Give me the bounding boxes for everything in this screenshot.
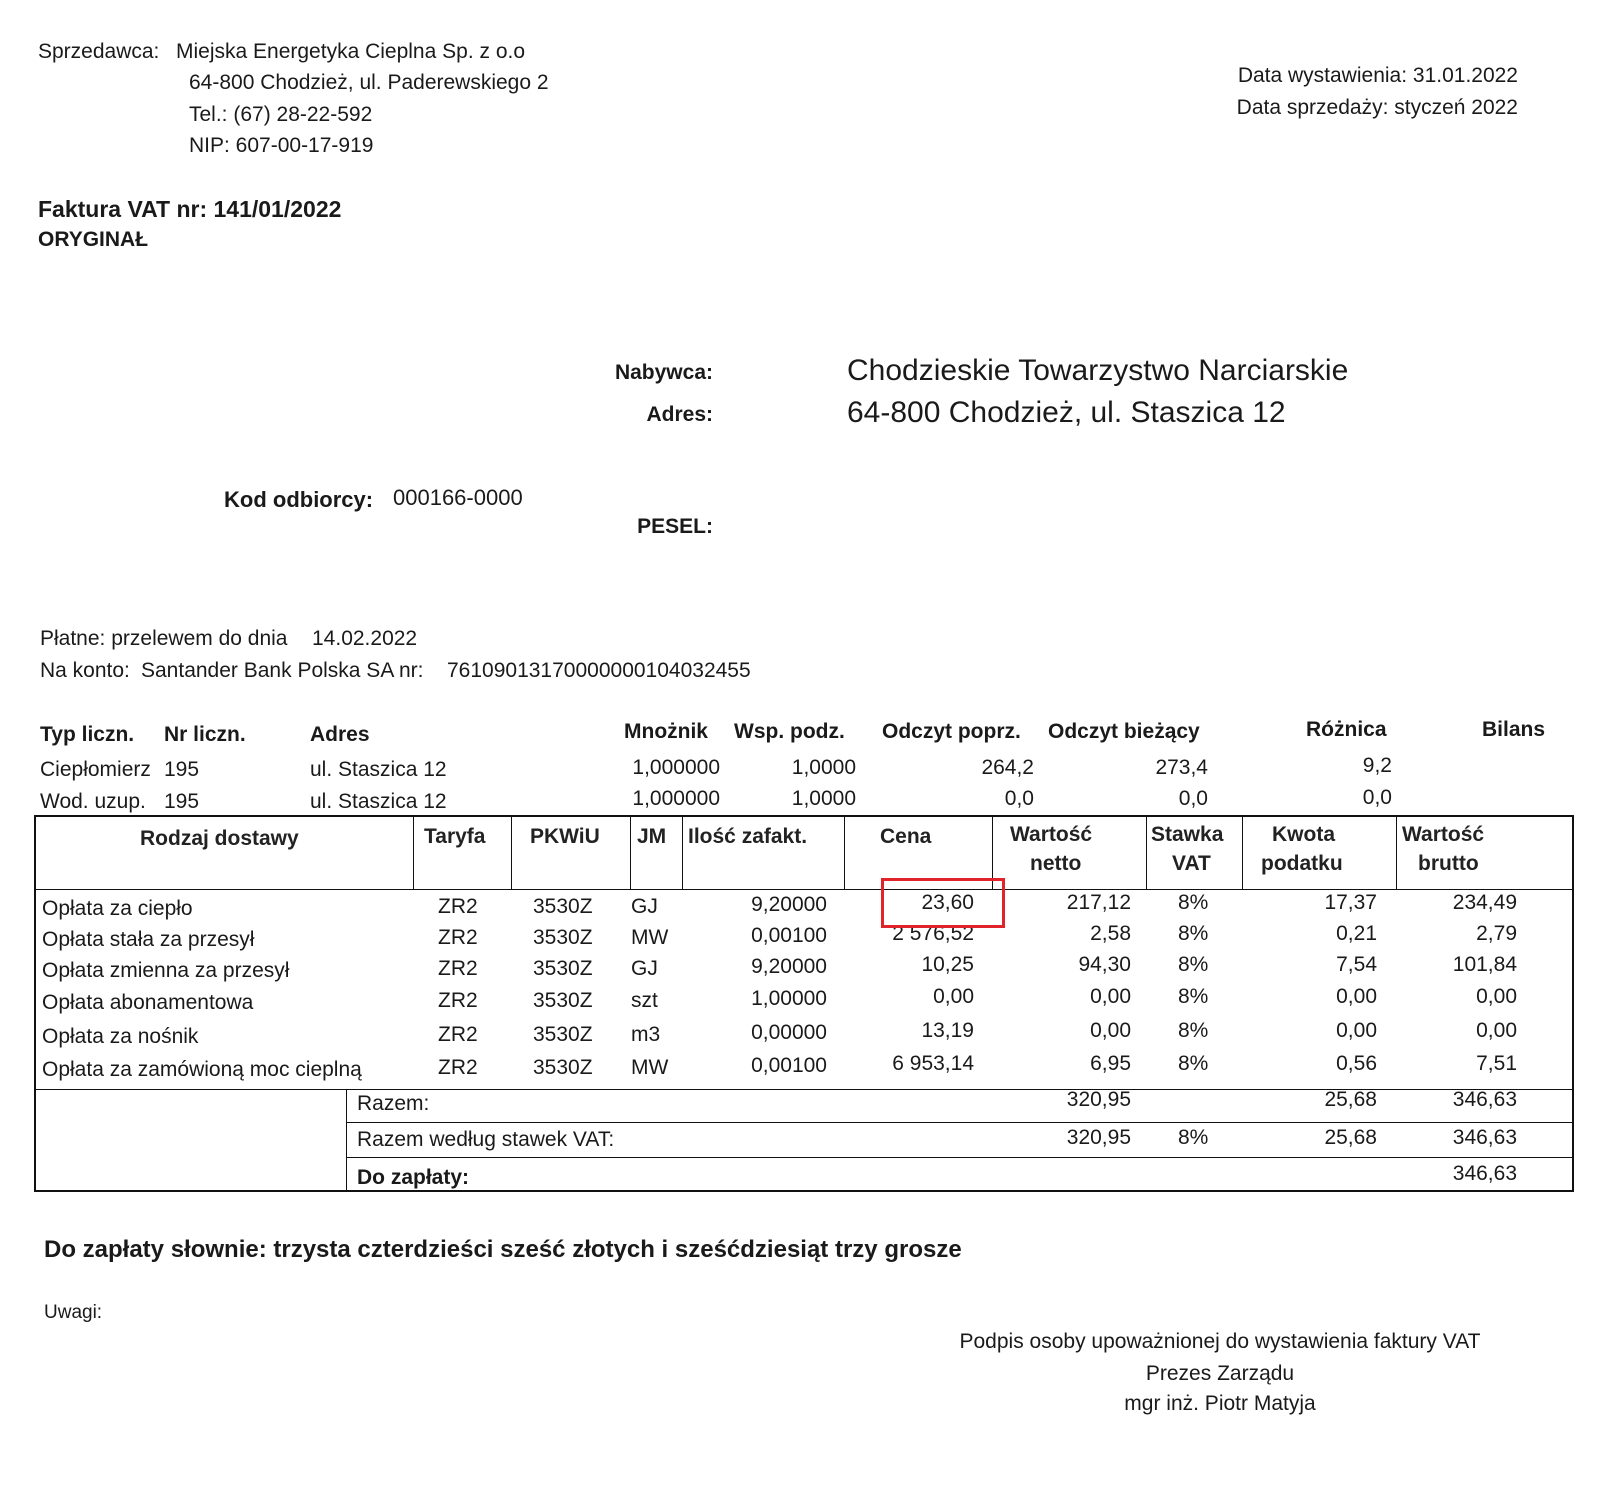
pesel-label: PESEL: [637, 515, 713, 538]
item-price: 10,25 [921, 953, 974, 976]
buyer-address-label: Adres: [646, 403, 713, 426]
item-gross: 101,84 [1452, 953, 1517, 976]
item-price: 2 576,52 [892, 922, 974, 945]
col-divider [630, 817, 631, 889]
item-pkwiu: 3530Z [533, 1023, 593, 1046]
item-unit: m3 [631, 1023, 661, 1046]
item-vat: 8% [1178, 891, 1209, 914]
item-vat: 8% [1178, 953, 1209, 976]
buyer-address: 64-800 Chodzież, ul. Staszica 12 [847, 396, 1286, 429]
totals-byvat-label: Razem według stawek VAT: [357, 1128, 615, 1151]
item-qty: 0,00100 [751, 1054, 827, 1077]
col-divider [1146, 817, 1147, 889]
item-tax: 0,00 [1336, 985, 1377, 1008]
item-net: 217,12 [1066, 891, 1131, 914]
item-price: 0,00 [933, 985, 974, 1008]
item-pkwiu: 3530Z [533, 895, 593, 918]
seller-nip: NIP: 607-00-17-919 [189, 134, 374, 157]
item-qty: 9,20000 [751, 955, 827, 978]
items-header-tax-2: podatku [1261, 852, 1343, 875]
meter-header-balance: Bilans [1482, 718, 1546, 741]
buyer-label: Nabywca: [614, 361, 713, 384]
buyer-name: Chodzieskie Towarzystwo Narciarskie [847, 354, 1349, 387]
customer-code-label: Kod odbiorcy: [224, 487, 374, 512]
signature-line-2: Prezes Zarządu [1145, 1362, 1295, 1385]
item-tax: 17,37 [1324, 891, 1377, 914]
item-net: 0,00 [1090, 1019, 1131, 1042]
item-net: 94,30 [1078, 953, 1131, 976]
item-tax: 7,54 [1336, 953, 1377, 976]
items-header-vat-1: Stawka [1151, 823, 1224, 846]
payment-due-date: 14.02.2022 [312, 627, 418, 650]
totals-divider [346, 1157, 1572, 1158]
issue-date: Data wystawienia: 31.01.2022 [1237, 64, 1518, 87]
meter-header-multiplier: Mnożnik [624, 720, 708, 743]
seller-phone: Tel.: (67) 28-22-592 [189, 103, 373, 126]
col-divider [844, 817, 845, 889]
item-gross: 2,79 [1476, 922, 1517, 945]
item-unit: GJ [631, 895, 658, 918]
item-qty: 0,00100 [751, 924, 827, 947]
item-net: 0,00 [1090, 985, 1131, 1008]
items-header-gross-2: brutto [1418, 852, 1479, 875]
item-price: 23,60 [921, 891, 974, 914]
seller-name: Miejska Energetyka Cieplna Sp. z o.o [176, 40, 526, 63]
item-vat: 8% [1178, 1019, 1209, 1042]
item-net: 6,95 [1090, 1052, 1131, 1075]
meter-prev: 264,2 [981, 756, 1034, 779]
totals-due-gross: 346,63 [1452, 1162, 1517, 1185]
meter-coef: 1,0000 [791, 756, 856, 779]
item-name: Opłata za ciepło [42, 897, 193, 920]
meter-header-curr: Odczyt bieżący [1048, 720, 1200, 743]
meter-header-address: Adres [310, 723, 370, 746]
header-divider [36, 889, 1572, 890]
meter-address: ul. Staszica 12 [310, 790, 447, 813]
totals-sum-tax: 25,68 [1324, 1088, 1377, 1111]
items-header-unit: JM [637, 825, 667, 848]
item-gross: 7,51 [1476, 1052, 1517, 1075]
item-unit: szt [631, 989, 658, 1012]
totals-col-divider [346, 1089, 347, 1192]
item-name: Opłata za zamówioną moc cieplną [42, 1058, 362, 1081]
item-pkwiu: 3530Z [533, 926, 593, 949]
item-price: 6 953,14 [892, 1052, 974, 1075]
item-vat: 8% [1178, 985, 1209, 1008]
payment-terms-label: Płatne: przelewem do dnia [40, 627, 288, 650]
item-gross: 0,00 [1476, 985, 1517, 1008]
totals-sum-net: 320,95 [1066, 1088, 1131, 1111]
signature-line-3: mgr inż. Piotr Matyja [1124, 1392, 1316, 1415]
items-header-price: Cena [880, 825, 932, 848]
totals-byvat-rate: 8% [1178, 1126, 1209, 1149]
item-tax: 0,56 [1336, 1052, 1377, 1075]
seller-address: 64-800 Chodzież, ul. Paderewskiego 2 [189, 71, 549, 94]
item-price: 13,19 [921, 1019, 974, 1042]
item-qty: 0,00000 [751, 1021, 827, 1044]
col-divider [511, 817, 512, 889]
meter-multiplier: 1,000000 [632, 756, 720, 779]
item-name: Opłata abonamentowa [42, 991, 254, 1014]
account-number: 76109013170000000104032455 [447, 659, 751, 682]
totals-byvat-gross: 346,63 [1452, 1126, 1517, 1149]
price-highlight-box [881, 878, 1005, 928]
item-tax: 0,21 [1336, 922, 1377, 945]
customer-code: 000166-0000 [393, 485, 523, 510]
meter-diff: 9,2 [1362, 754, 1392, 777]
meter-header-type: Typ liczn. [40, 723, 135, 746]
notes-label: Uwagi: [44, 1302, 103, 1323]
item-unit: MW [631, 1056, 669, 1079]
meter-curr: 0,0 [1178, 787, 1208, 810]
meter-diff: 0,0 [1362, 786, 1392, 809]
item-tariff: ZR2 [438, 926, 478, 949]
item-tariff: ZR2 [438, 1023, 478, 1046]
col-divider [1242, 817, 1243, 889]
item-pkwiu: 3530Z [533, 989, 593, 1012]
items-header-net-2: netto [1030, 852, 1082, 875]
signature-line-1: Podpis osoby upoważnionej do wystawienia faktury VAT [959, 1330, 1481, 1353]
col-divider [413, 817, 414, 889]
totals-due-label: Do zapłaty: [357, 1166, 470, 1189]
items-header-tax-1: Kwota [1272, 823, 1335, 846]
totals-sum-label: Razem: [357, 1092, 430, 1115]
meter-header-diff: Różnica [1306, 718, 1387, 741]
item-name: Opłata stała za przesył [42, 928, 255, 951]
amount-in-words: Do zapłaty słownie: trzysta czterdzieści sześć złotych i sześćdziesiąt trzy grosze [44, 1236, 962, 1263]
meter-address: ul. Staszica 12 [310, 758, 447, 781]
item-tariff: ZR2 [438, 895, 478, 918]
totals-byvat-net: 320,95 [1066, 1126, 1131, 1149]
totals-sum-gross: 346,63 [1452, 1088, 1517, 1111]
meter-header-number: Nr liczn. [164, 723, 246, 746]
col-divider [1396, 817, 1397, 889]
items-header-net-1: Wartość [1010, 823, 1093, 846]
seller-label: Sprzedawca: [38, 40, 160, 63]
item-unit: MW [631, 926, 669, 949]
item-name: Opłata za nośnik [42, 1025, 199, 1048]
meter-number: 195 [164, 790, 200, 813]
item-pkwiu: 3530Z [533, 1056, 593, 1079]
item-gross: 234,49 [1452, 891, 1517, 914]
account-label: Na konto: [40, 659, 130, 682]
items-header-name: Rodzaj dostawy [140, 827, 299, 850]
totals-divider [346, 1122, 1572, 1123]
invoice-copy: ORYGINAŁ [38, 228, 149, 251]
item-name: Opłata zmienna za przesył [42, 959, 290, 982]
item-qty: 1,00000 [751, 987, 827, 1010]
meter-prev: 0,0 [1004, 787, 1034, 810]
items-header-vat-2: VAT [1172, 852, 1211, 875]
col-divider [682, 817, 683, 889]
item-unit: GJ [631, 957, 658, 980]
meter-header-coef: Wsp. podz. [734, 720, 845, 743]
meter-type: Wod. uzup. [40, 790, 146, 813]
sale-date: Data sprzedaży: styczeń 2022 [1236, 96, 1518, 119]
item-net: 2,58 [1090, 922, 1131, 945]
meter-curr: 273,4 [1155, 756, 1208, 779]
items-header-pkwiu: PKWiU [530, 825, 600, 848]
item-tariff: ZR2 [438, 1056, 478, 1079]
item-vat: 8% [1178, 1052, 1209, 1075]
item-tax: 0,00 [1336, 1019, 1377, 1042]
meter-multiplier: 1,000000 [632, 787, 720, 810]
meter-number: 195 [164, 758, 200, 781]
item-gross: 0,00 [1476, 1019, 1517, 1042]
meter-coef: 1,0000 [791, 787, 856, 810]
item-pkwiu: 3530Z [533, 957, 593, 980]
meter-header-prev: Odczyt poprz. [882, 720, 1021, 743]
meter-type: Ciepłomierz [40, 758, 151, 781]
items-header-gross-1: Wartość [1402, 823, 1485, 846]
item-vat: 8% [1178, 922, 1209, 945]
items-header-tariff: Taryfa [424, 825, 486, 848]
item-tariff: ZR2 [438, 989, 478, 1012]
items-header-qty: Ilość zafakt. [688, 825, 808, 848]
account-bank: Santander Bank Polska SA nr: [141, 659, 424, 682]
item-tariff: ZR2 [438, 957, 478, 980]
item-qty: 9,20000 [751, 893, 827, 916]
totals-byvat-tax: 25,68 [1324, 1126, 1377, 1149]
invoice-title: Faktura VAT nr: 141/01/2022 [38, 196, 342, 222]
